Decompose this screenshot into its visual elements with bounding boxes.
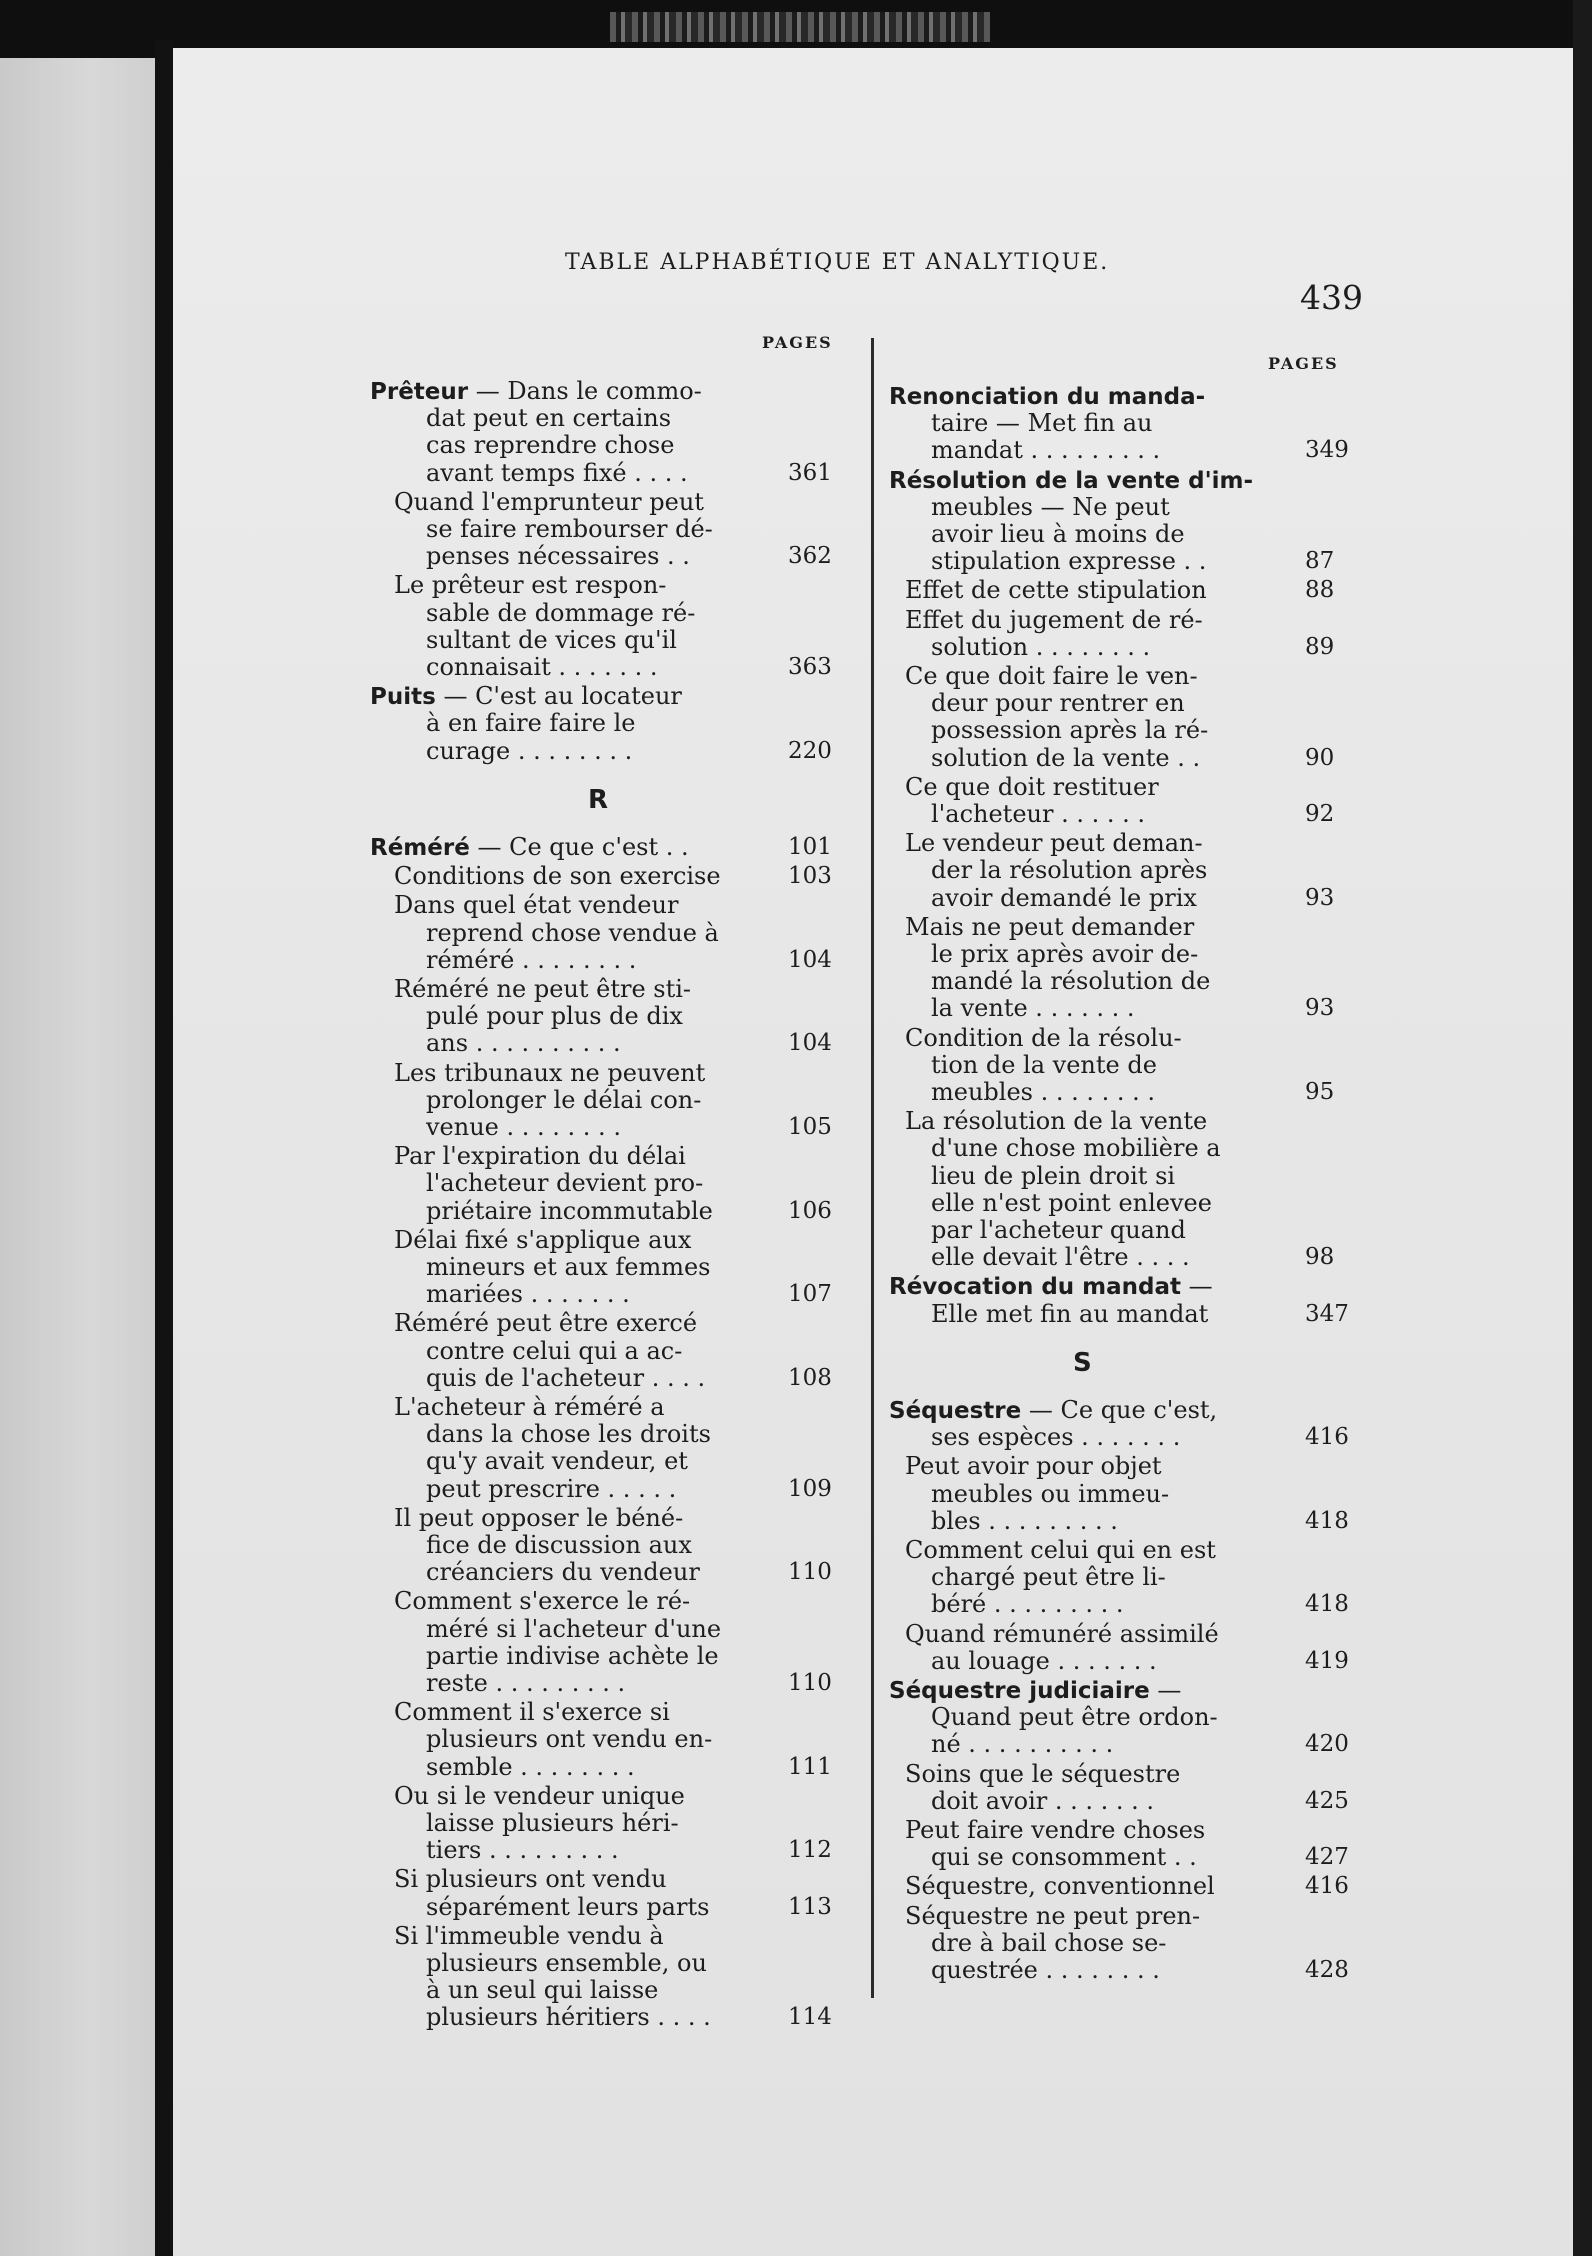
facing-page-edge	[0, 58, 155, 2256]
index-text: laisse plusieurs héri-	[426, 1808, 679, 1837]
index-text: Le prêteur est respon-	[394, 571, 667, 600]
index-text: Séquestre ne peut pren-	[905, 1901, 1201, 1930]
page-ref: 362	[788, 543, 832, 570]
page-ref: 363	[788, 653, 832, 680]
index-text: l'acheteur devient pro-	[426, 1169, 704, 1198]
page-ref: 419	[1305, 1647, 1349, 1674]
page-ref: 89	[1305, 633, 1335, 660]
index-text: elle devait l'être . . . .	[931, 1243, 1190, 1272]
index-text: Réméré peut être exercé	[394, 1309, 698, 1338]
index-text: mineurs et aux femmes	[426, 1252, 711, 1281]
index-text: —	[1149, 1676, 1182, 1704]
index-text: Si l'immeuble vendu à	[394, 1921, 664, 1950]
index-text: penses nécessaires . .	[426, 542, 690, 571]
index-text: venue . . . . . . . .	[426, 1112, 621, 1141]
index-text: L'acheteur à réméré a	[394, 1393, 665, 1421]
index-text: mandat . . . . . . . . .	[931, 436, 1161, 465]
index-text: quis de l'acheteur . . . .	[426, 1363, 706, 1392]
index-text: tiers . . . . . . . . .	[426, 1836, 619, 1865]
page-ref: 95	[1305, 1078, 1335, 1105]
index-text: Par l'expiration du délai	[394, 1142, 686, 1171]
index-text: né . . . . . . . . . .	[931, 1730, 1114, 1759]
scan-right-border	[1573, 0, 1592, 2256]
index-text: avoir demandé le prix	[931, 883, 1197, 912]
page-ref: 416	[1305, 1873, 1349, 1900]
index-term: Prêteur	[370, 379, 469, 405]
index-text: meubles . . . . . . . .	[931, 1077, 1156, 1106]
index-text: à un seul qui laisse	[426, 1976, 659, 2005]
page-ref: 90	[1305, 744, 1335, 771]
index-text: créanciers du vendeur	[426, 1558, 700, 1587]
index-text: Elle met fin au mandat	[931, 1299, 1209, 1328]
index-text: pulé pour plus de dix	[426, 1002, 683, 1031]
index-text: avant temps fixé . . . .	[426, 458, 688, 487]
index-text: ses espèces . . . . . . .	[931, 1423, 1181, 1452]
index-text: Si plusieurs ont vendu	[394, 1865, 667, 1894]
index-text: qui se consomment . .	[931, 1843, 1197, 1872]
page-ref: 106	[788, 1197, 832, 1224]
book-gutter	[155, 40, 173, 2256]
index-text: der la résolution après	[931, 856, 1208, 885]
page-ref: 93	[1305, 884, 1335, 911]
page-number: 439	[1300, 278, 1363, 317]
index-text: Quand l'emprunteur peut	[394, 487, 704, 516]
page-ref: 107	[788, 1281, 832, 1308]
running-head: TABLE ALPHABÉTIQUE ET ANALYTIQUE.	[565, 250, 1110, 275]
index-text: Conditions de son exercise	[394, 862, 721, 891]
index-text: Ou si le vendeur unique	[394, 1781, 685, 1810]
page-ref: 92	[1305, 800, 1335, 827]
page-ref: 105	[788, 1113, 832, 1140]
index-text: méré si l'acheteur d'une	[426, 1614, 722, 1643]
index-text: contre celui qui a ac-	[426, 1336, 683, 1365]
index-text: Séquestre, conventionnel	[905, 1872, 1215, 1901]
index-text: réméré . . . . . . . .	[426, 945, 637, 974]
index-text: l'acheteur . . . . . .	[931, 799, 1146, 828]
page-ref: 416	[1305, 1424, 1349, 1451]
page-ref: 109	[788, 1475, 832, 1502]
index-text: fice de discussion aux	[426, 1530, 692, 1559]
index-text: mandé la résolution de	[931, 967, 1211, 996]
index-text: plusieurs ont vendu en-	[426, 1725, 713, 1754]
index-text: mariées . . . . . . .	[426, 1280, 630, 1309]
pages-label-left: PAGES	[762, 333, 833, 352]
index-text: au louage . . . . . . .	[931, 1646, 1157, 1675]
index-text: à en faire faire le	[426, 709, 636, 738]
page-ref: 418	[1305, 1507, 1349, 1534]
index-text: questrée . . . . . . . .	[931, 1955, 1160, 1984]
page-ref: 427	[1305, 1844, 1349, 1871]
index-text: Comment il s'exerce si	[394, 1698, 670, 1727]
page-ref: 361	[788, 459, 832, 486]
page-ref: 420	[1305, 1731, 1349, 1758]
index-term: Révocation du mandat	[889, 1274, 1182, 1301]
section-letter-r: R	[588, 784, 609, 815]
page-ref: 104	[788, 946, 832, 973]
index-term: Puits	[370, 684, 436, 711]
index-text: le prix après avoir de-	[931, 939, 1199, 968]
index-text: Soins que le séquestre	[905, 1759, 1181, 1788]
index-text: Il peut opposer le béné-	[394, 1503, 684, 1532]
page-ref: 93	[1305, 995, 1335, 1022]
index-text: — Ce que c'est,	[1021, 1396, 1218, 1424]
index-text: doit avoir . . . . . . .	[931, 1786, 1155, 1815]
index-text: plusieurs héritiers . . . .	[426, 2003, 711, 2032]
index-text: possession après la ré-	[931, 716, 1209, 745]
page-ref: 111	[788, 1753, 832, 1780]
index-text: avoir lieu à moins de	[931, 519, 1185, 548]
index-text: dre à bail chose se-	[931, 1928, 1167, 1957]
page-ref: 110	[788, 1669, 832, 1696]
index-text: meubles ou immeu-	[931, 1479, 1170, 1508]
index-term: Renonciation du manda-	[889, 384, 1206, 410]
index-text: sable de dommage ré-	[426, 598, 696, 627]
index-text: Ce que doit restituer	[905, 772, 1159, 801]
page-ref: 349	[1305, 437, 1349, 464]
page-ref: 87	[1305, 548, 1335, 575]
index-text: ans . . . . . . . . . .	[426, 1029, 621, 1058]
index-text: Effet de cette stipulation	[905, 576, 1207, 605]
index-text: peut prescrire . . . . .	[426, 1474, 677, 1503]
index-text: connaisait . . . . . . .	[426, 652, 658, 681]
index-text: curage . . . . . . . .	[426, 736, 633, 765]
page-ref: 113	[788, 1893, 832, 1920]
index-text: Quand peut être ordon-	[931, 1703, 1218, 1732]
scan-artifact	[610, 12, 990, 42]
index-term: Résolution de la vente d'im-	[889, 467, 1254, 494]
index-text: solution . . . . . . . .	[931, 632, 1151, 661]
index-text: Comment s'exerce le ré-	[394, 1587, 691, 1616]
index-text: qu'y avait vendeur, et	[426, 1447, 688, 1476]
index-text: plusieurs ensemble, ou	[426, 1948, 707, 1977]
index-term: Séquestre judiciaire	[889, 1678, 1150, 1704]
section-letter-s: S	[1073, 1347, 1092, 1378]
index-text: taire — Met fin au	[931, 409, 1153, 438]
index-text: sultant de vices qu'il	[426, 625, 677, 654]
index-text: Quand rémunéré assimilé	[905, 1619, 1219, 1648]
page-ref: 418	[1305, 1591, 1349, 1618]
index-text: semble . . . . . . . .	[426, 1752, 635, 1781]
index-text: la vente . . . . . . .	[931, 994, 1135, 1023]
index-text: Effet du jugement de ré-	[905, 605, 1203, 634]
page-ref: 425	[1305, 1787, 1349, 1814]
page-ref: 88	[1305, 577, 1335, 604]
page-ref: 428	[1305, 1956, 1349, 1983]
page-ref: 110	[788, 1559, 832, 1586]
page-ref: 112	[788, 1837, 832, 1864]
index-text: elle n'est point enlevee	[931, 1188, 1212, 1217]
page-ref: 108	[788, 1364, 832, 1391]
index-text: meubles — Ne peut	[931, 492, 1170, 521]
index-text: cas reprendre chose	[426, 431, 675, 460]
page-ref: 98	[1305, 1244, 1335, 1271]
column-divider	[871, 338, 874, 1998]
index-text: — Dans le commo-	[468, 377, 702, 405]
index-text: — Ce que c'est . .	[469, 833, 689, 861]
index-text: Peut avoir pour objet	[905, 1452, 1162, 1481]
index-text: La résolution de la vente	[905, 1107, 1208, 1136]
index-text: partie indivise achète le	[426, 1641, 719, 1670]
index-text: chargé peut être li-	[931, 1563, 1166, 1592]
page-ref: 103	[788, 863, 832, 890]
index-text: — C'est au locateur	[435, 682, 682, 711]
page-ref: 220	[788, 737, 832, 764]
page-ref: 101	[788, 834, 832, 860]
index-text: —	[1181, 1272, 1213, 1301]
index-text: bles . . . . . . . . .	[931, 1506, 1118, 1535]
index-text: Dans quel état vendeur	[394, 891, 679, 920]
index-text: Peut faire vendre choses	[905, 1816, 1206, 1844]
page-ref: 114	[788, 2004, 832, 2031]
index-text: tion de la vente de	[931, 1050, 1157, 1079]
index-text: Comment celui qui en est	[905, 1536, 1216, 1564]
index-term: Séquestre	[889, 1398, 1022, 1424]
index-text: Les tribunaux ne peuvent	[394, 1058, 706, 1087]
index-text: dat peut en certains	[426, 404, 672, 433]
index-term: Réméré	[370, 835, 470, 861]
index-text: par l'acheteur quand	[931, 1215, 1186, 1244]
index-text: deur pour rentrer en	[931, 689, 1185, 718]
index-text: reprend chose vendue à	[426, 918, 719, 947]
index-text: stipulation expresse . .	[931, 547, 1207, 576]
index-text: se faire rembourser dé-	[426, 514, 713, 543]
index-text: Le vendeur peut deman-	[905, 829, 1203, 858]
index-text: dans la chose les droits	[426, 1420, 711, 1449]
index-text: d'une chose mobilière a	[931, 1134, 1221, 1163]
index-text: prolonger le délai con-	[426, 1085, 702, 1114]
index-text: Mais ne peut demander	[905, 912, 1195, 941]
index-text: lieu de plein droit si	[931, 1161, 1176, 1190]
page-ref: 347	[1305, 1300, 1349, 1327]
page-ref: 104	[788, 1030, 832, 1057]
index-text: Ce que doit faire le ven-	[905, 662, 1198, 690]
index-text: priétaire incommutable	[426, 1196, 713, 1225]
index-text: Réméré ne peut être sti-	[394, 975, 692, 1003]
index-text: solution de la vente . .	[931, 743, 1201, 772]
index-text: Condition de la résolu-	[905, 1023, 1182, 1052]
pages-label-right: PAGES	[1268, 354, 1339, 373]
index-text: Délai fixé s'applique aux	[394, 1225, 692, 1254]
index-text: séparément leurs parts	[426, 1892, 710, 1921]
index-text: béré . . . . . . . . .	[931, 1590, 1124, 1619]
index-text: reste . . . . . . . . .	[426, 1668, 626, 1697]
